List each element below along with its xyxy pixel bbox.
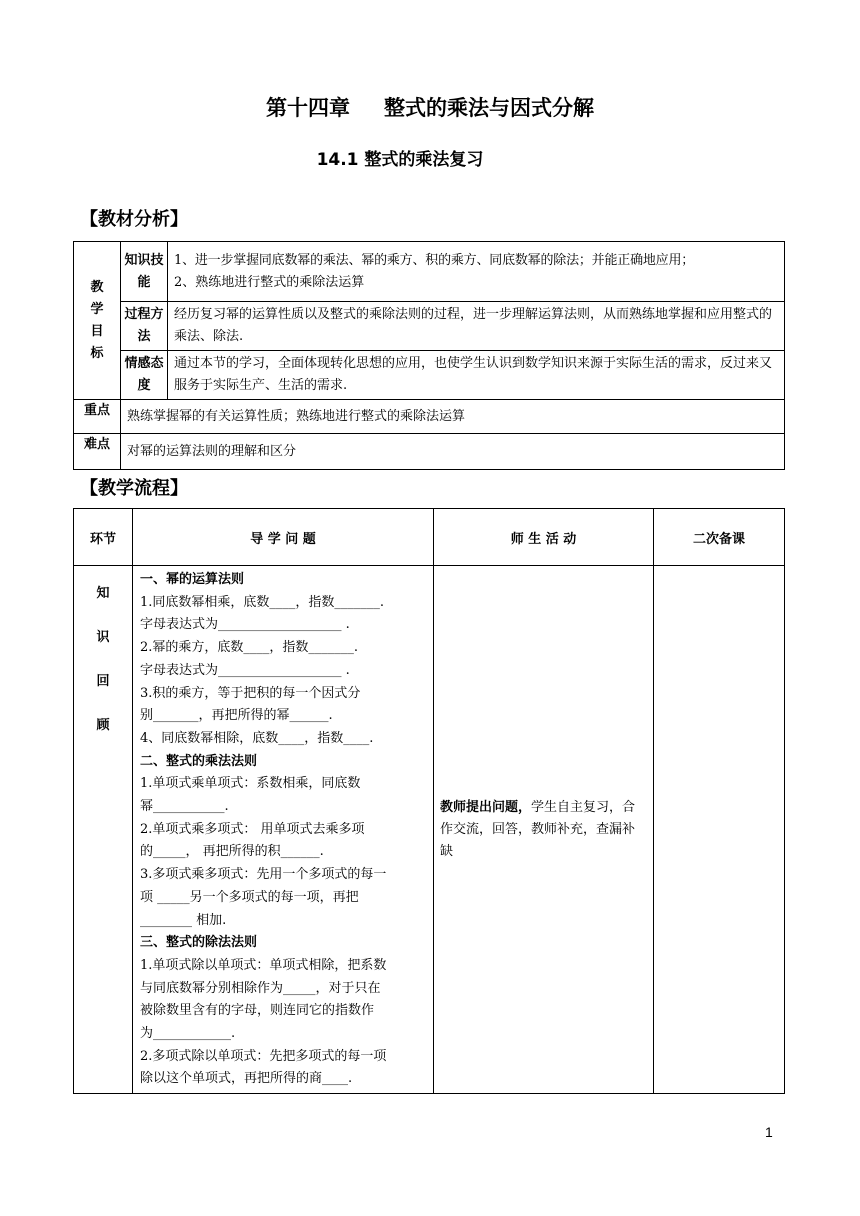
guide-line: 被除数里含有的字母，则连同它的指数作 <box>140 1003 375 1019</box>
difficult-point-label: 难点 <box>74 434 121 470</box>
knowledge-line-1: 1、进一步掌握同底数幂的乘法、幂的乘方、积的乘方、同底数幂的除法；并能正确地应用； <box>174 252 695 268</box>
teaching-goal-label <box>74 242 121 400</box>
guide-line: 2.单项式乘多项式： 用单项式去乘多项 <box>140 821 365 837</box>
second-prep-cell <box>654 566 785 1094</box>
guide-heading: 二、整式的乘法法则 <box>140 753 258 769</box>
guide-line: 1.单项式除以单项式：单项式相除，把系数 <box>140 957 387 973</box>
emotion-attitude-text: 通过本节的学习，全面体现转化思想的应用，也使学生认识到数学知识来源于实际生活的需求，反过来又服务于实际生产、生活的需求. <box>168 351 785 400</box>
difficult-point-text: 对幂的运算法则的理解和区分 <box>121 434 785 470</box>
guide-questions-cell <box>133 566 434 1094</box>
process-method-text: 经历复习幂的运算性质以及整式的乘除法则的过程，进一步理解运算法则，从而熟练地掌握和应用整式的乘法、除法. <box>168 302 785 351</box>
guide-line: 1.单项式乘单项式：系数相乘，同底数 <box>140 776 361 792</box>
goal-label-char: 标 <box>90 345 104 361</box>
guide-line: 的_____， 再把所得的积______. <box>140 844 324 860</box>
knowledge-skill-text <box>168 242 785 302</box>
activity-cell <box>434 566 654 1094</box>
process-method-label: 过程方法 <box>121 302 168 351</box>
knowledge-line-2: 2、熟练地进行整式的乘除法运算 <box>174 274 365 290</box>
page-number: 1 <box>765 1124 773 1140</box>
stage-knowledge-review <box>74 566 133 1094</box>
stage-char: 顾 <box>96 718 110 733</box>
guide-line: 别_______，再把所得的幂______. <box>140 708 333 724</box>
header-guide-questions: 导 学 问 题 <box>133 509 434 566</box>
stage-char: 知 <box>96 586 110 601</box>
guide-line: 幂___________. <box>140 799 229 815</box>
goal-label-char: 教 <box>90 279 104 295</box>
header-activities: 师 生 活 动 <box>434 509 654 566</box>
activity-text: 学生自主复习，合作交流，回答，教师补充，查漏补缺 <box>440 799 636 859</box>
guide-line: 项 _____另一个多项式的每一项，再把 <box>140 889 359 905</box>
goal-label-char: 目 <box>90 323 104 339</box>
chapter-name: 整式的乘法与因式分解 <box>384 96 594 120</box>
header-second-prep: 二次备课 <box>654 509 785 566</box>
guide-line: 2.多项式除以单项式：先把多项式的每一项 <box>140 1048 387 1064</box>
key-point-text: 熟练掌握幂的有关运算性质；熟练地进行整式的乘除法运算 <box>121 400 785 434</box>
stage-char: 回 <box>96 674 110 689</box>
guide-line: 与同底数幂分别相除作为_____，对于只在 <box>140 980 381 996</box>
section-heading-analysis: 【教材分析】 <box>80 209 188 230</box>
emotion-attitude-label: 情感态度 <box>121 351 168 400</box>
guide-line: 除以这个单项式，再把所得的商____. <box>140 1071 353 1087</box>
knowledge-skill-label: 知识技能 <box>121 242 168 302</box>
activity-bold-text: 教师提出问题， <box>440 799 532 815</box>
section-subtitle: 14.1 整式的乘法复习 <box>316 150 484 170</box>
guide-line: 2.幂的乘方，底数____，指数_______. <box>140 640 359 656</box>
guide-line: 字母表达式为___________________ . <box>140 617 350 633</box>
flow-table <box>73 508 785 1094</box>
section-heading-flow: 【教学流程】 <box>80 478 188 499</box>
guide-heading: 一、幂的运算法则 <box>140 572 245 587</box>
guide-line: 3.积的乘方，等于把积的每一个因式分 <box>140 685 361 701</box>
goal-label-char: 学 <box>90 301 104 317</box>
guide-line: 3.多项式乘多项式：先用一个多项式的每一 <box>140 867 387 883</box>
key-point-label: 重点 <box>74 400 121 434</box>
guide-line: 字母表达式为___________________ . <box>140 662 350 678</box>
chapter-number: 第十四章 <box>266 96 350 120</box>
guide-line: 1.同底数幂相乘，底数____，指数_______. <box>140 594 385 610</box>
stage-char: 识 <box>96 630 110 645</box>
analysis-table <box>73 241 785 470</box>
guide-line: 4、同底数幂相除，底数____，指数____. <box>140 730 374 746</box>
chapter-title <box>0 92 860 122</box>
header-stage: 环节 <box>74 509 133 566</box>
guide-line: 为____________. <box>140 1026 236 1042</box>
guide-line: ________ 相加. <box>140 912 227 928</box>
guide-heading: 三、整式的除法法则 <box>140 935 258 951</box>
